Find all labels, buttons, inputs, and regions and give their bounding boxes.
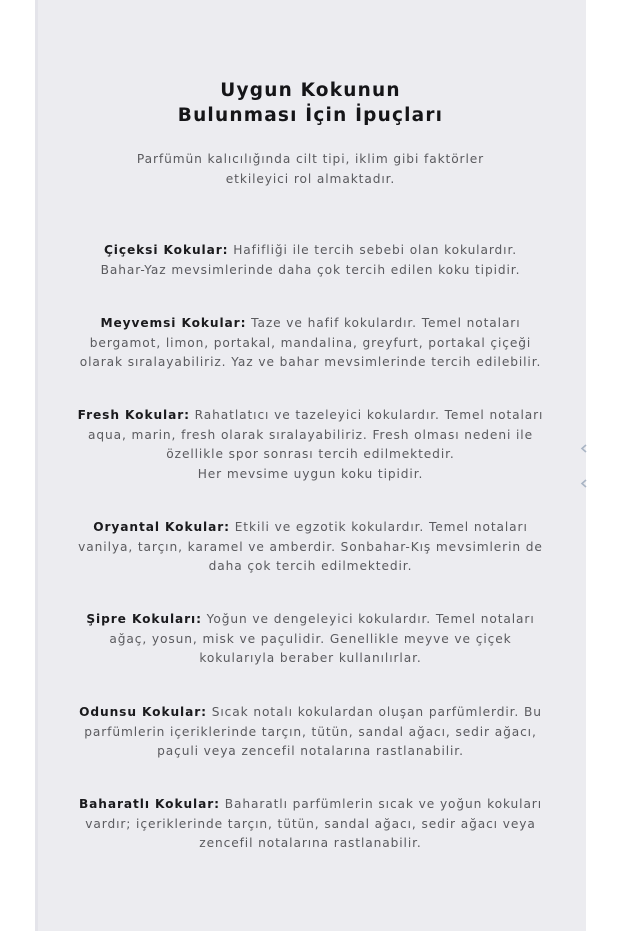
title-line-2: Bulunması İçin İpuçları bbox=[177, 105, 444, 126]
page-title bbox=[35, 78, 586, 128]
section-line: vardır; içeriklerinde tarçın, tütün, sandal ağacı, sedir ağacı veya bbox=[85, 816, 536, 831]
section-label: Oryantal Kokular: bbox=[93, 520, 230, 534]
info-panel bbox=[35, 0, 586, 931]
section-line: paçuli veya zencefil notalarına rastlanabilir. bbox=[157, 744, 464, 758]
section-label: Çiçeksi Kokular: bbox=[103, 243, 229, 257]
section-label: Meyvemsi Kokular: bbox=[100, 316, 247, 330]
section-spicy bbox=[35, 795, 586, 854]
subtitle-line-1: Parfümün kalıcılığında cilt tipi, iklim gibi faktörler bbox=[136, 152, 485, 166]
section-line: parfümlerin içeriklerinde tarçın, tütün, sandal ağacı, sedir ağacı, bbox=[84, 724, 537, 739]
section-line: Oryantal Kokular: Etkili ve egzotik kokulardır. Temel notaları bbox=[93, 520, 528, 534]
section-line: aqua, marin, fresh olarak sıralayabiliriz. Fresh olması nedeni ile bbox=[88, 427, 533, 442]
section-floral bbox=[35, 241, 586, 280]
section-line: Odunsu Kokular: Sıcak notalı kokulardan oluşan parfümlerdir. Bu bbox=[79, 705, 542, 719]
section-line: Baharatlı Kokular: Baharatlı parfümlerin sıcak ve yoğun kokuları bbox=[78, 797, 543, 811]
section-label: Şipre Kokuları: bbox=[86, 612, 202, 626]
section-line: kokularıyla beraber kullanılırlar. bbox=[199, 651, 422, 665]
subtitle-line-2: etkileyici rol almaktadır. bbox=[225, 171, 396, 186]
section-line: Meyvemsi Kokular: Taze ve hafif kokulardır. Temel notaları bbox=[100, 316, 521, 330]
subtitle bbox=[35, 150, 586, 189]
section-label: Baharatlı Kokular: bbox=[78, 797, 220, 811]
section-chypre bbox=[35, 610, 586, 669]
section-label: Fresh Kokular: bbox=[77, 408, 190, 422]
section-line: bergamot, limon, portakal, mandalina, greyfurt, portakal çiçeği bbox=[89, 335, 532, 350]
section-line: Şipre Kokuları: Yoğun ve dengeleyici kokulardır. Temel notaları bbox=[86, 612, 535, 626]
section-line: Bahar-Yaz mevsimlerinde daha çok tercih edilen koku tipidir. bbox=[100, 262, 521, 277]
section-line: daha çok tercih edilmektedir. bbox=[208, 559, 413, 573]
title-line-1: Uygun Kokunun bbox=[220, 80, 401, 101]
chevron-left-icon bbox=[580, 479, 587, 488]
section-label: Odunsu Kokular: bbox=[79, 705, 207, 719]
section-line: olarak sıralayabiliriz. Yaz ve bahar mevsimlerinde tercih edilebilir. bbox=[79, 355, 542, 369]
section-line: vanilya, tarçın, karamel ve amberdir. Sonbahar-Kış mevsimlerin de bbox=[78, 539, 543, 554]
section-oriental bbox=[35, 518, 586, 577]
chevron-left-icon bbox=[580, 444, 587, 453]
section-line: özellikle spor sonrası tercih edilmektedir. bbox=[166, 447, 455, 461]
section-line: ağaç, yosun, misk ve paçulidir. Genellikle meyve ve çiçek bbox=[109, 631, 512, 646]
section-woody bbox=[35, 703, 586, 762]
section-fresh bbox=[35, 406, 586, 484]
section-line: Çiçeksi Kokular: Hafifliği ile tercih sebebi olan kokulardır. bbox=[103, 243, 518, 257]
section-line: zencefil notalarına rastlanabilir. bbox=[199, 836, 422, 850]
section-fruity bbox=[35, 314, 586, 373]
section-line: Fresh Kokular: Rahatlatıcı ve tazeleyici kokulardır. Temel notaları bbox=[77, 408, 544, 422]
section-line: Her mevsime uygun koku tipidir. bbox=[197, 466, 424, 481]
